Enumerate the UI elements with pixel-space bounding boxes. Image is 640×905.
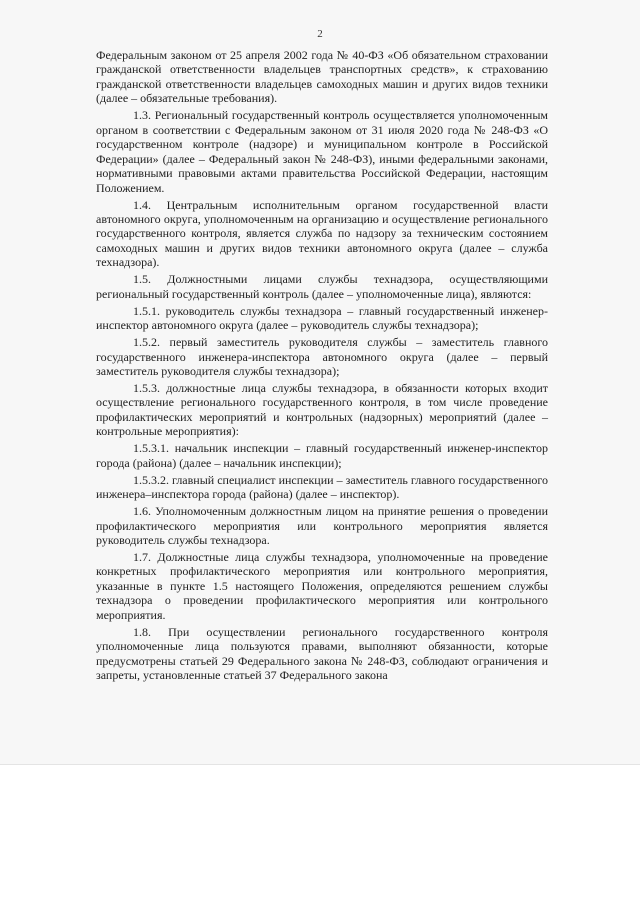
paragraph-1-4: 1.4. Центральным исполнительным органом государственной власти автономного округа, уполномоченным на организацию и осуществление регионального государственного контроля, является служба по надзору за техническим состоянием самоходных машин и других видов техники автономного округа (далее – служба технадзора). xyxy=(96,197,548,270)
paragraph-continuation: Федеральным законом от 25 апреля 2002 года № 40-ФЗ «Об обязательном страховании гражданской ответственности владельцев транспортных средств», к страхованию гражданской ответственности владельцев самоходных машин и других видов техники (далее – обязательные требования). xyxy=(96,48,548,106)
paragraph-1-6: 1.6. Уполномоченным должностным лицом на принятие решения о проведении профилактического мероприятия или контрольного мероприятия является руководитель службы технадзора. xyxy=(96,504,548,547)
paragraph-1-5-2: 1.5.2. первый заместитель руководителя службы – заместитель главного государственного инженера-инспектора автономного округа (далее – первый заместитель руководителя службы технадзора); xyxy=(96,335,548,379)
paragraph-1-5-3: 1.5.3. должностные лица службы технадзора, в обязанности которых входит осуществление регионального государственного контроля, в том числе проведение профилактических мероприятий и контрольных (надзорных) мероприятий (далее – контрольные мероприятия): xyxy=(96,380,548,439)
paragraph-1-7: 1.7. Должностные лица службы технадзора, уполномоченные на проведение конкретных профилактического мероприятия или контрольного мероприятия, указанные в пункте 1.5 настоящего Положения, определяются решением службы технадзора о проведении профилактического мероприятия или контрольного мероприятия. xyxy=(96,549,548,622)
paragraph-1-5-1: 1.5.1. руководитель службы технадзора – главный государственный инженер-инспектор автономного округа (далее – руководитель службы технадзора); xyxy=(96,303,548,333)
paragraph-1-3: 1.3. Региональный государственный контроль осуществляется уполномоченным органом в соответствии с Федеральным законом от 31 июля 2020 года № 248-ФЗ «О государственном контроле (надзоре) и муниципальном контроле в Российской Федерации» (далее – Федеральный закон № 248-ФЗ), иными федеральными законами, нормативными правовыми актами правительства Российской Федерации, настоящим Положением. xyxy=(96,108,548,195)
paragraph-1-5: 1.5. Должностными лицами службы технадзора, осуществляющими региональный государственный контроль (далее – уполномоченные лица), являются: xyxy=(96,272,548,301)
document-body xyxy=(96,48,548,685)
page-number: 2 xyxy=(317,28,323,40)
paragraph-1-5-3-2: 1.5.3.2. главный специалист инспекции – заместитель главного государственного инженера–инспектора города (района) (далее – инспектор). xyxy=(96,472,548,502)
paragraph-1-8: 1.8. При осуществлении регионального государственного контроля уполномоченные лица пользуются правами, выполняют обязанности, которые предусмотрены статьей 29 Федерального закона № 248-ФЗ, соблюдают ограничения и запреты, установленные статьей 37 Федерального закона xyxy=(96,624,548,683)
paragraph-1-5-3-1: 1.5.3.1. начальник инспекции – главный государственный инженер-инспектор города (района) (далее – начальник инспекции); xyxy=(96,441,548,470)
